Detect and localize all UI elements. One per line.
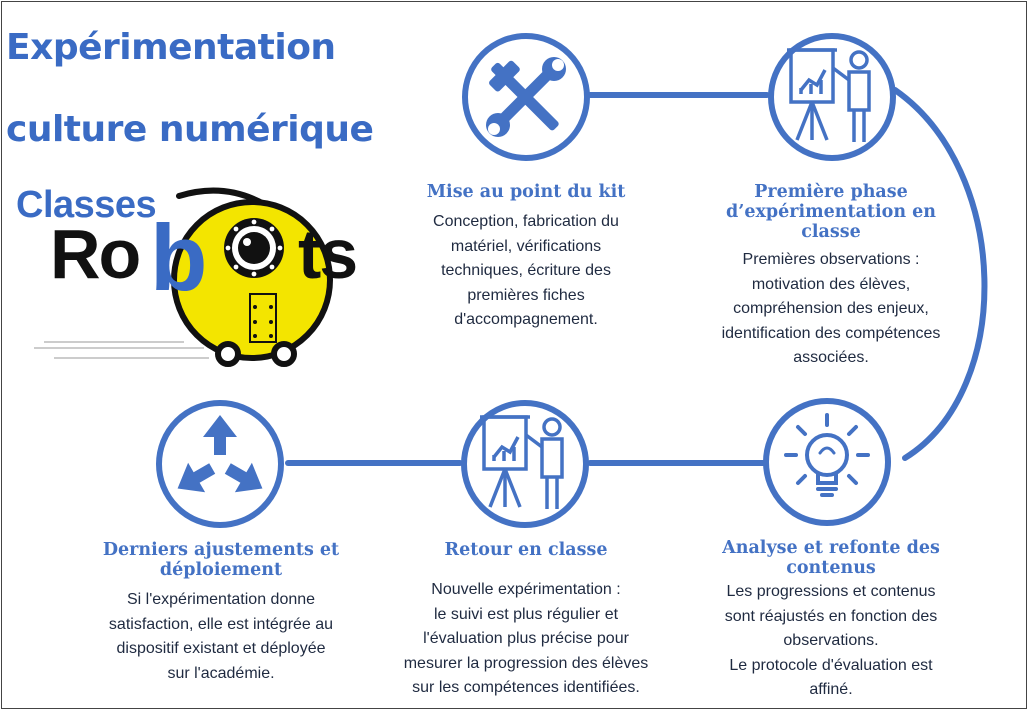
- stage-1-line: Conception, fabrication du: [433, 213, 619, 230]
- stage-3-line: sont réajustés en fonction des: [724, 607, 938, 625]
- stage-4-line: mesurer la progression des élèves: [403, 654, 649, 672]
- classes-robots-logo: [14, 182, 370, 372]
- stage-5-title-line: déploiement: [159, 560, 283, 580]
- stage-4-title: Retour en classe: [444, 540, 608, 560]
- stage-1-icon-circle: [459, 30, 593, 164]
- stage-5-line: satisfaction, elle est intégrée au: [108, 615, 334, 633]
- stage-2-line: associées.: [793, 349, 869, 366]
- logo-letter-b: b: [150, 205, 208, 310]
- stage-3-title-line: contenus: [786, 558, 876, 578]
- stage-2-line: motivation des élèves,: [751, 275, 911, 293]
- stage-5-icon-circle: [153, 397, 287, 531]
- stage-5-line: Si l'expérimentation donne: [126, 591, 316, 608]
- stage-2-line: Premières observations :: [742, 251, 920, 268]
- stage-4-line: Nouvelle expérimentation :: [431, 581, 621, 598]
- stage-3-title-line: Analyse et refonte des: [722, 538, 940, 558]
- stage-3-line: Les progressions et contenus: [726, 583, 936, 600]
- stage-3-line: affiné.: [809, 681, 853, 698]
- stage-1-line: d'accompagnement.: [454, 311, 598, 328]
- stage-3-icon-circle: [760, 395, 894, 529]
- logo-word-classes: Classes: [16, 184, 157, 226]
- stage-5-line: sur l'académie.: [167, 664, 275, 682]
- stage-4-line: sur les compétences identifiées.: [412, 679, 640, 696]
- stage-2-line: compréhension des enjeux,: [733, 300, 929, 317]
- stage-1-line: premières fiches: [467, 286, 585, 304]
- stage-2-description: [686, 248, 976, 371]
- stage-4-line: l'évaluation plus précise pour: [423, 630, 629, 647]
- stage-2-line: identification des compétences: [721, 324, 941, 342]
- heading-line-2: culture numérique: [6, 109, 374, 150]
- stage-4-line: le suivi est plus régulier et: [433, 605, 619, 623]
- stage-2-title: [686, 182, 976, 242]
- stage-2-title-line: classe: [801, 222, 861, 242]
- stage-2-icon-circle: [765, 30, 899, 164]
- stage-4-icon-circle: [458, 397, 592, 531]
- stage-1-line: techniques, écriture des: [441, 262, 611, 279]
- stage-3-title: [700, 538, 962, 578]
- stage-5-line: dispositif existant et déployée: [116, 640, 326, 657]
- stage-5-title-line: Derniers ajustements et: [102, 540, 340, 560]
- logo-word-ts: ts: [298, 215, 357, 293]
- logo-word-ro: Ro: [50, 215, 140, 293]
- stage-3-line: Le protocole d'évaluation est: [729, 656, 933, 674]
- stage-1-line: matériel, vérifications: [450, 237, 602, 255]
- stage-5-title: [80, 540, 362, 580]
- stage-5-description: [80, 588, 362, 686]
- stage-1-description: [395, 210, 657, 333]
- stage-2-title-line: Première phase: [754, 182, 908, 202]
- heading-line-1: Expérimentation: [6, 27, 336, 68]
- stage-2-title-line: d’expérimentation en: [725, 202, 936, 222]
- stage-4-description: [372, 578, 680, 701]
- stage-3-description: [694, 580, 968, 703]
- stage-3-line: observations.: [783, 632, 879, 649]
- stage-1-title: Mise au point du kit: [426, 182, 626, 202]
